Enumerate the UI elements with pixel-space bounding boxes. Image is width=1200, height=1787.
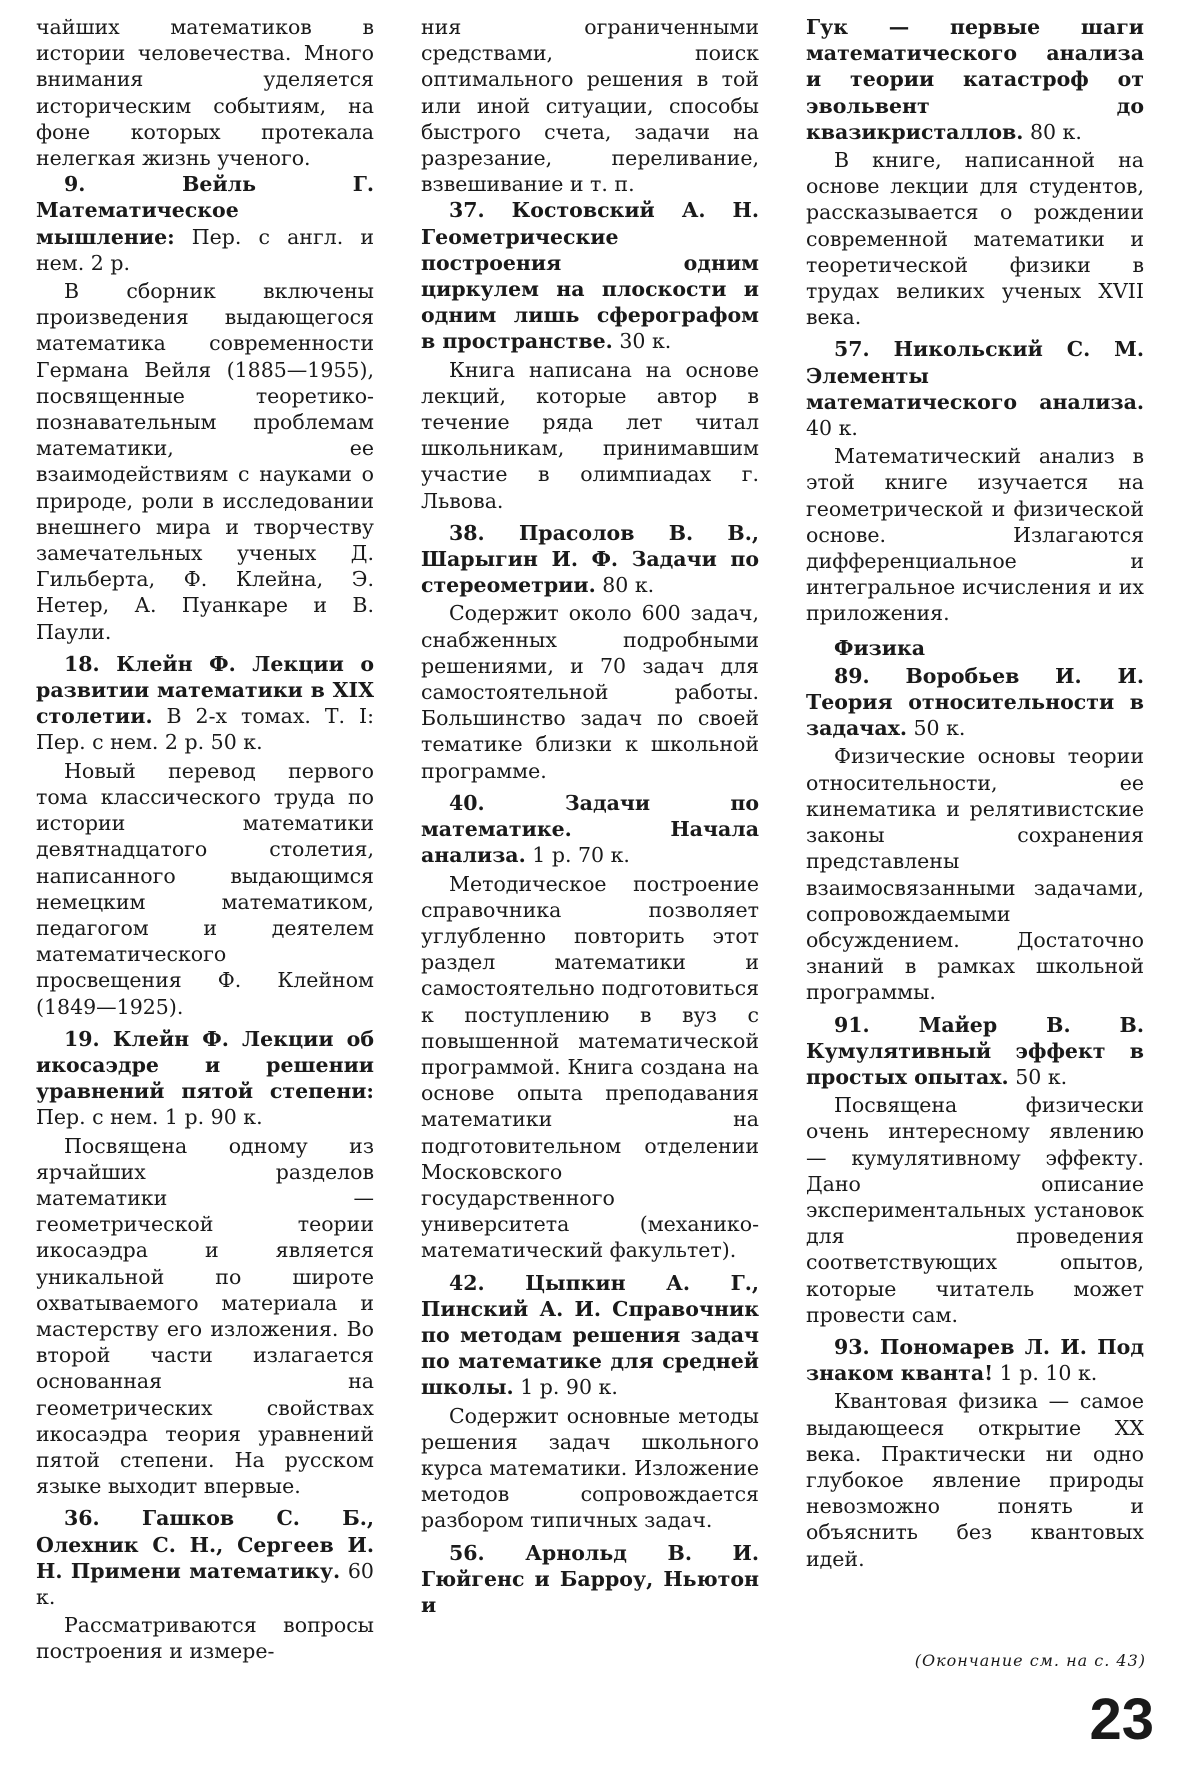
- book-entry-36: [36, 1505, 374, 1664]
- entry-heading: [806, 14, 1144, 145]
- entry-number: 56.: [449, 1540, 485, 1565]
- continued-text: чайших математиков в истории человечества. Много внимания уделяется историческим событиям, на фоне которых протекала нелегкая жизнь ученого.: [36, 15, 374, 171]
- entry-title: Гашков С. Б., Олехник С. Н., Сергеев И. Н. Примени математику.: [36, 1506, 374, 1583]
- entry-title: Воробьев И. И. Теория относительности в задачах.: [806, 663, 1144, 741]
- entry-heading: [36, 1505, 374, 1610]
- book-entry-89: [806, 663, 1144, 1006]
- entry-info: 1 р. 70 к.: [532, 843, 630, 868]
- book-entry-40: [421, 790, 759, 1264]
- book-entry-18: [36, 651, 374, 1020]
- book-entry-37: [421, 197, 759, 513]
- book-entry-91: [806, 1012, 1144, 1328]
- book-entry-9: [36, 171, 374, 645]
- entry-description: Математический анализ в этой книге изучается на геометрической и физической основе. Излагаются дифференциальное и интегральное исчисления и их приложения.: [806, 444, 1144, 626]
- entry-info: В 2-х томах. Т. I: Пер. с нем. 2 р. 50 к.: [36, 704, 374, 755]
- book-entry-56-continued: [806, 14, 1144, 330]
- entry-description: Методическое построение справочника позволяет углубленно повторить этот раздел математики и самостоятельно подготовиться к поступлению в вуз с повышенной математической программой. Книга создана на основе опыта преподавания математики на подготовительном отделении Московского государственного университета (механико-математический факультет).: [421, 871, 759, 1263]
- entry-number: 38.: [449, 520, 485, 545]
- entry-info: 50 к.: [913, 716, 966, 741]
- entry-info: 60 к.: [36, 1558, 374, 1609]
- entry-heading: [806, 1012, 1144, 1091]
- entry-number: 40.: [449, 790, 485, 815]
- entry-heading: [421, 197, 759, 354]
- entry-number: 91.: [834, 1012, 870, 1037]
- section-heading-physics: Физика: [834, 635, 926, 660]
- entry-description: Содержит основные методы решения задач школьного курса математики. Изложение методов сопровождается разбором типичных задач.: [421, 1403, 759, 1533]
- page-number: 23: [1089, 1687, 1154, 1752]
- entry-heading: [421, 520, 759, 599]
- book-entry-19: [36, 1026, 374, 1500]
- entry-heading: [36, 651, 374, 756]
- entry-description: Книга написана на основе лекций, которые автор в течение ряда лет читал школьникам, принимавшим участие в олимпиадах г. Львова.: [421, 357, 759, 513]
- entry-title: Клейн Ф. Лекции о развитии математики в XIX столетии.: [36, 651, 374, 729]
- entry-info: 80 к.: [602, 573, 655, 598]
- entry-title: Костовский А. Н. Геометрические построения одним циркулем на плоскости и одним лишь сферографом в пространстве.: [421, 198, 760, 354]
- entry-number: 57.: [834, 337, 870, 362]
- entry-info: Пер. с нем. 1 р. 90 к.: [36, 1105, 263, 1130]
- entry-info: Пер. с англ. и нем. 2 р.: [36, 224, 374, 275]
- entry-description: Рассматриваются вопросы построения и измере-: [36, 1613, 374, 1664]
- entry-number: 9.: [64, 172, 86, 197]
- entry-number: 89.: [834, 663, 870, 688]
- entry-number: 19.: [64, 1026, 100, 1051]
- entry-heading: [421, 790, 759, 869]
- entry-title: Гук — первые шаги математического анализа и теории катастроф от эвольвент до квазикристаллов.: [806, 15, 1144, 144]
- entry-title: Никольский С. М. Элементы математического анализа.: [806, 337, 1145, 414]
- entry-info: 50 к.: [1015, 1064, 1068, 1089]
- entry-description: Физические основы теории относительности, ее кинематика и релятивистские законы сохранения представлены взаимосвязанными задачами, сопровождаемыми обсуждением. Достаточно знаний в рамках школьной программы.: [806, 744, 1144, 1005]
- entry-number: 93.: [834, 1334, 870, 1359]
- entry-number: 36.: [64, 1506, 100, 1531]
- continued-text: ния ограниченными средствами, поиск оптимального решения в той или иной ситуации, способы быстрого счета, задачи на разрезание, переливание, взвешивание и т. п.: [421, 15, 759, 197]
- entry-heading: [806, 336, 1144, 441]
- book-entry-93: [806, 1334, 1144, 1572]
- entry-title: Вейль Г. Математическое мышление:: [36, 172, 375, 249]
- entry-heading: [421, 1540, 759, 1619]
- column-1: [36, 14, 374, 1671]
- continuation-note: (Окончание см. на с. 43): [914, 1651, 1146, 1670]
- entry-description: Квантовая физика — самое выдающееся открытие XX века. Практически ни одно глубокое явление природы невозможно понять и объяснить без квантовых идей.: [806, 1389, 1144, 1571]
- entry-title: Майер В. В. Кумулятивный эффект в простых опытах.: [806, 1012, 1144, 1089]
- entry-title: Пономарев Л. И. Под знаком кванта!: [806, 1334, 1144, 1386]
- entry-number: 42.: [449, 1270, 485, 1295]
- entry-title: Прасолов В. В., Шарыгин И. Ф. Задачи по стереометрии.: [421, 520, 760, 598]
- entry-heading: [36, 1026, 374, 1131]
- entry-description: В сборник включены произведения выдающегося математика современности Германа Вейля (1885—1955), посвященные теоретико-познавательным проблемам математики, ее взаимодействиям с науками о природе, роли в исследовании внешнего мира и творчеству замечательных ученых Д. Гильберта, Ф. Клейна, Э. Нетер, А. Пуанкаре и В. Паули.: [36, 279, 374, 644]
- entry-info: 1 р. 90 к.: [520, 1375, 618, 1400]
- entry-heading: [36, 171, 374, 276]
- entry-number: 18.: [64, 651, 100, 676]
- entry-heading: [806, 1334, 1144, 1386]
- entry-description: Посвящена физически очень интересному явлению — кумулятивному эффекту. Дано описание экспериментальных установок для проведения соответствующих опытов, которые читатель может провести сам.: [806, 1093, 1144, 1327]
- entry-heading: [421, 1270, 759, 1401]
- entry-title: Клейн Ф. Лекции об икосаэдре и решении уравнений пятой степени:: [36, 1026, 375, 1104]
- entry-description: Содержит около 600 задач, снабженных подробными решениями, и 70 задач для самостоятельной работы. Большинство задач по своей тематике близки к школьной программе.: [421, 601, 759, 783]
- column-2: [421, 14, 759, 1624]
- entry-description: В книге, написанной на основе лекции для студентов, рассказывается о рождении современной математики и теоретической физики в трудах великих ученых XVII века.: [806, 148, 1144, 330]
- book-entry-42: [421, 1270, 759, 1534]
- entry-info: 30 к.: [619, 329, 672, 354]
- entry-number: 37.: [449, 198, 485, 223]
- book-entry-57: [806, 336, 1144, 626]
- entry-description: Новый перевод первого тома классического труда по истории математики девятнадцатого столетия, написанного выдающимся немецким математиком, педагогом и деятелем математического просвещения Ф. Клейном (1849—1925).: [36, 758, 374, 1019]
- book-entry-38: [421, 520, 759, 784]
- entry-title: Цыпкин А. Г., Пинский А. И. Справочник по методам решения задач по математике для средней школы.: [421, 1270, 759, 1400]
- book-entry-56: [421, 1540, 759, 1619]
- entry-info: 80 к.: [1029, 119, 1082, 144]
- entry-description: Посвящена одному из ярчайших разделов математики — геометрической теории икосаэдра и является уникальной по широте охватываемого материала и мастерству его изложения. Во второй части излагается основанная на геометрических свойствах икосаэдра теория уравнений пятой степени. На русском языке выходит впервые.: [36, 1133, 374, 1499]
- entry-title: Арнольд В. И. Гюйгенс и Барроу, Ньютон и: [421, 1540, 760, 1617]
- entry-title: Задачи по математике. Начала анализа.: [421, 790, 759, 868]
- entry-heading: [806, 663, 1144, 742]
- column-3: [806, 14, 1144, 1578]
- entry-info: 40 к.: [806, 416, 858, 441]
- entry-info: 1 р. 10 к.: [999, 1361, 1098, 1386]
